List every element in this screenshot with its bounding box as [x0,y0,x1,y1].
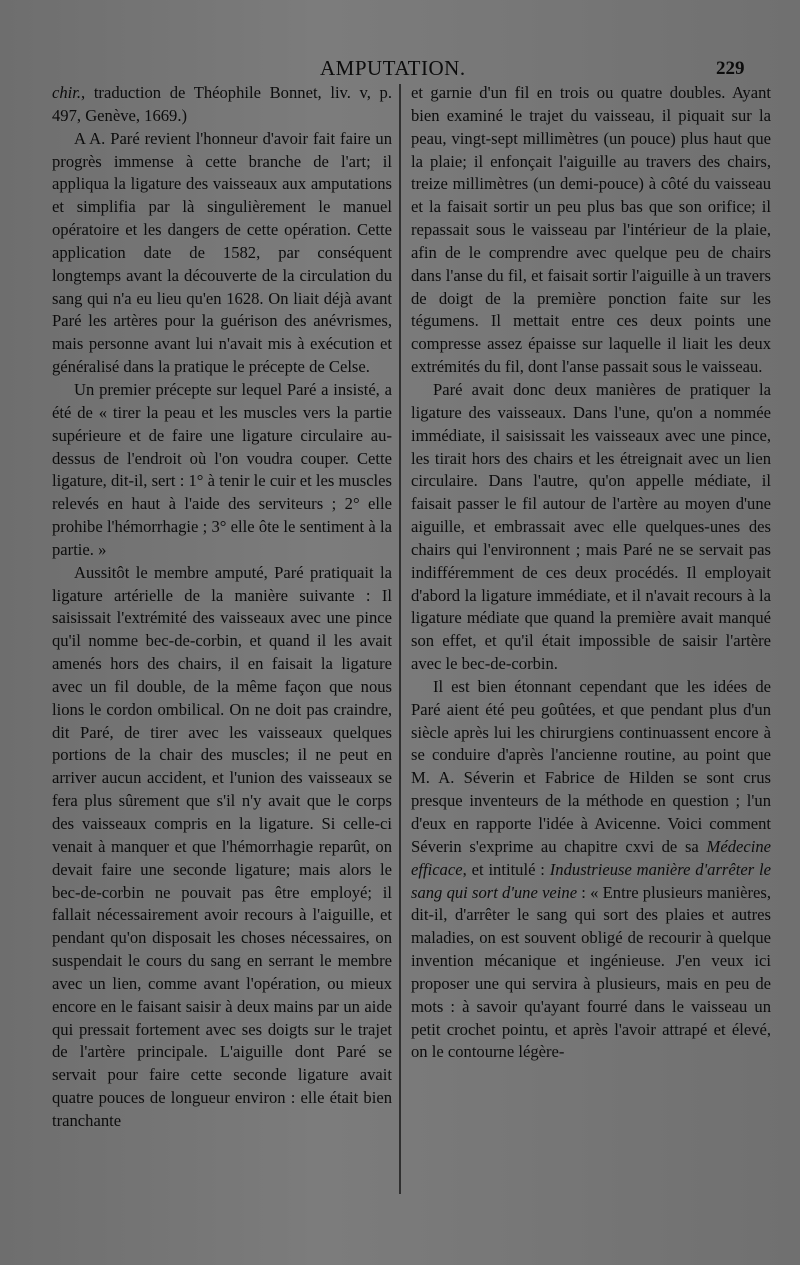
running-head [0,56,800,82]
right-paragraph-2: Paré avait donc deux manières de pratiquer la ligature des vaisseaux. Dans l'une, qu'on a nommée immédiate, il saisissait les vaisseaux avec une pince, les tirait hors des chairs et les étreignait avec un lien circulaire. Dans l'autre, qu'on appelle médiate, il faisait passer le fil autour de l'artère au moyen d'une aiguille, et embrassait avec elle quelques-unes des chairs qui l'environnent ; mais Paré ne se servait pas indifféremment de ces deux procédés. Il employait d'abord la ligature immédiate, et il n'avait recours à la ligature médiate que quand la première avait manqué son effet, et qu'il était impossible de saisir l'artère avec le bec-de-corbin. [411,379,771,674]
page-number: 229 [716,58,745,79]
left-paragraph-1 [52,82,392,128]
left-paragraph-2: A A. Paré revient l'honneur d'avoir fait faire un progrès immense à cette branche de l'art; il appliqua la ligature des vaisseaux aux amputations et simplifia par là singulièrement le manuel opératoire et les dangers de cette opération. Cette application date de 1582, par conséquent longtemps avant la découverte de la circulation du sang qui n'a eu lieu qu'en 1628. On liait déjà avant Paré les artères pour la guérison des anévrismes, mais personne avant lui n'avait mis à exécution et généralisé dans la pratique le précepte de Celse. [52,128,392,377]
left-column [52,82,392,1197]
right-paragraph-3 [411,676,771,1064]
book-title-medecine-efficace: Médecine efficace [411,836,771,879]
citation-tail: , traduction de Théophile Bonnet, liv. v, p. 497, Genève, 1669.) [52,83,392,125]
right-paragraph-1: et garnie d'un fil en trois ou quatre doubles. Ayant bien examiné le trajet du vaisseau, il piquait sur la peau, vingt-sept millimètres (un pouce) plus haut que la plaie; il enfonçait l'aiguille au travers des chairs, treize millimètres (un demi-pouce) à côté du vaisseau et la faisait sortir un peu plus bas que son orifice; il repassait sous le vaisseau par l'intérieur de la plaie, afin de le comprendre avec quelque peu de chairs dans l'anse du fil, et faisait sortir l'aiguille à un travers de doigt de la première ponction faite sur les tégumens. Il mettait entre ces deux points une compresse assez épaisse sur laquelle il liait les deux extrémités du fil, dont l'anse passait sous le vaisseau. [411,83,771,377]
right-p3-text-b: , et intitulé : [462,859,550,879]
right-p3-text-a: Il est bien étonnant cependant que les idées de Paré aient été peu goûtées, et que pendant plus d'un siècle après lui les chirurgiens continuassent encore à se conduire d'après l'ancienne routine, au point que M. A. Séverin et Fabrice de Hilden se sont crus presque inventeurs de la méthode en question ; l'un d'eux en rapporte l'idée à Avicenne. Voici comment Séverin s'exprime au chapitre cxvi de sa [411,676,771,856]
left-paragraph-4: Aussitôt le membre amputé, Paré pratiquait la ligature artérielle de la manière suivante : Il saisissait l'extrémité des vaisseaux avec une pince qu'il nomme bec-de-corbin, et quand il les avait amenés hors des chairs, il en faisait la ligature avec un fil double, de la même façon que nous lions le cordon ombilical. On ne doit pas craindre, dit Paré, de tirer avec les vaisseaux quelques portions de la chair des muscles; il ne peut en arriver aucun accident, et l'union des vaisseaux se fera plus sûrement que s'il n'y avait que le corps des vaisseaux compris en la ligature. Si celle-ci venait à manquer et que l'hémorrhagie reparût, on devait faire une seconde ligature; mais alors le bec-de-corbin ne pouvait pas être employé; il fallait nécessairement avoir recours à l'aiguille, et pendant qu'on disposait les choses nécessaires, on suspendait le cours du sang en serrant le membre avec un lien, comme avant l'opération, ou mieux encore en le faisant saisir à deux mains par un aide qui pressait fortement avec ses doigts sur le trajet de l'artère principale. L'aiguille dont Paré se servait pour faire cette seconde ligature avait quatre pouces de longueur environ : elle était bien tranchante [52,562,392,1130]
citation-abbrev: chir. [52,83,82,102]
page-title: AMPUTATION. [320,56,466,80]
left-paragraph-3: Un premier précepte sur lequel Paré a insisté, a été de « tirer la peau et les muscles vers la partie supérieure et de faire une ligature circulaire au-dessus de l'endroit où l'on voudra couper. Cette ligature, dit-il, sert : 1° à tenir le cuir et les muscles relevés en haut à l'aide des serviteurs ; 2° elle prohibe l'hémorrhagie ; 3° elle ôte le sentiment à la partie. » [52,379,392,559]
right-column [411,82,771,1197]
chapter-title-italic: Industrieuse manière d'arrêter le sang qui sort d'une veine [411,859,771,902]
column-divider [399,84,401,1194]
right-p3-text-c: : « Entre plusieurs manières, dit-il, d'arrêter le sang qui sort des plaies et autres maladies, on est souvent obligé de recourir à quelque invention mécanique et ingénieuse. J'en veux ici proposer une qui servira à plusieurs, mais en peu de mots : à savoir qu'ayant fourré dans le vaisseau un petit crochet pointu, et après l'avoir attrapé et élevé, on le contourne légère- [411,882,771,1062]
